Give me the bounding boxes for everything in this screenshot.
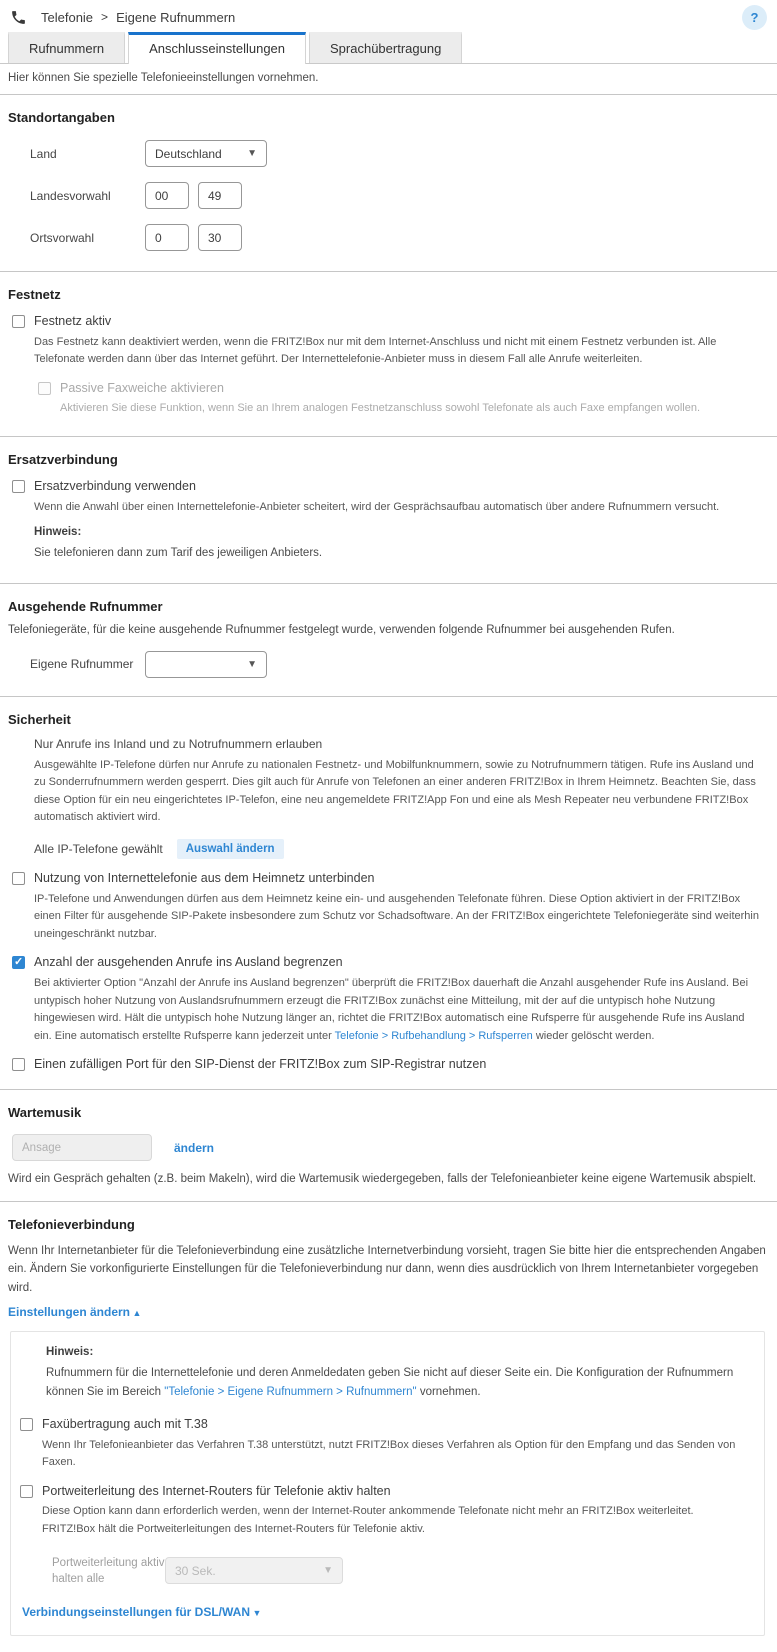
- passive-faxweiche-checkbox-row[interactable]: [38, 381, 767, 397]
- sip-port-label: Einen zufälligen Port für den SIP-Dienst der FRITZ!Box zum SIP-Registrar nutzen: [34, 1057, 487, 1072]
- dsl-wan-link[interactable]: Verbindungseinstellungen für DSL/WAN ▼: [22, 1605, 261, 1619]
- telefonieverbindung-description: Wenn Ihr Internetanbieter für die Telefonieverbindung eine zusätzliche Internetverbindung vorsieht, tragen Sie bitte hier die entsprechenden Angaben ein. Ändern Sie vorkonfigurierte Einstellungen für die Telefonieverbindung nur dann, wenn dies ausdrücklich von Ihrem Internetanbieter vorgegeben wird.: [8, 1245, 766, 1294]
- telefonie-hinweis-label: Hinweis:: [46, 1346, 94, 1359]
- tab-bar: [0, 32, 777, 64]
- phone-icon: [10, 9, 27, 26]
- section-telefonieverbindung: [0, 1202, 777, 1652]
- breadcrumb-separator: >: [101, 10, 109, 24]
- passive-faxweiche-description: Aktivieren Sie diese Funktion, wenn Sie an Ihrem analogen Festnetzanschluss sowohl Telefonate als auch Faxe empfangen wollen.: [60, 402, 701, 415]
- festnetz-aktiv-label: Festnetz aktiv: [34, 314, 112, 328]
- sip-port-checkbox-row[interactable]: [12, 1057, 767, 1073]
- rufnummern-bereich-link[interactable]: "Telefonie > Eigene Rufnummern > Rufnummern": [164, 1385, 417, 1398]
- section-title-telefonieverbindung: Telefonieverbindung: [8, 1217, 135, 1233]
- t38-label: Faxübertragung auch mit T.38: [42, 1417, 208, 1431]
- section-title-standortangaben: Standortangaben: [8, 110, 115, 125]
- interval-select: [165, 1557, 343, 1584]
- ausland-label: Anzahl der ausgehenden Anrufe ins Ausland begrenzen: [34, 955, 343, 970]
- land-row: [30, 140, 767, 167]
- ortsvorwahl-row: [30, 224, 767, 251]
- ip-telefone-selected-text: Alle IP-Telefone gewählt: [34, 842, 163, 857]
- checkbox-unchecked-icon[interactable]: [12, 1058, 25, 1071]
- wartemusik-row: [12, 1134, 767, 1161]
- checkbox-unchecked-icon[interactable]: [20, 1418, 33, 1431]
- portweiterleitung-description: Diese Option kann dann erforderlich werden, wenn der Internet-Router ankommende Telefonate nicht mehr an FRITZ!Box weiterleitet. FRITZ!Box hält die Portweiterleitungen des Internet-Routers für Telefonie aktiv.: [42, 1505, 694, 1536]
- eigene-rufnummer-label: Eigene Rufnummer: [30, 657, 134, 672]
- breadcrumb-eigene-rufnummern[interactable]: Eigene Rufnummern: [116, 9, 236, 25]
- caret-down-icon: ▼: [323, 1565, 333, 1577]
- tab-anschlusseinstellungen[interactable]: Anschlusseinstellungen: [128, 32, 306, 64]
- eigene-rufnummer-row: [30, 651, 767, 678]
- t38-description: Wenn Ihr Telefonieanbieter das Verfahren T.38 unterstützt, nutzt FRITZ!Box dieses Verfahren als Option für den Empfang und das Senden von Faxen.: [42, 1438, 736, 1469]
- ersatz-hinweis-text: Sie telefonieren dann zum Tarif des jeweiligen Anbieters.: [34, 547, 323, 560]
- ausland-description-text: Bei aktivierter Option "Anzahl der Anrufe ins Ausland begrenzen" überprüft die FRITZ!Box dauerhaft die Anzahl ausgehender Rufe ins Ausland. Bei untypisch hoher Nutzung von Auslandsrufnummern erzeugt die FRITZ!Box zunächst eine Mitteilung, mit der auf die untypisch hohe Nutzung hingewiesen wird. Hält die untypisch hohe Nutzung länger an, richtet die FRITZ!Box automatisch eine Rufsperre für ausgehende Rufe ins Ausland ein. Eine automatisch erstellte Rufsperre kann jederzeit unter: [34, 977, 749, 1042]
- heimnetz-checkbox-row[interactable]: [12, 871, 767, 887]
- ausland-checkbox-row[interactable]: [12, 955, 767, 971]
- page-header: [0, 0, 777, 30]
- land-label: Land: [30, 146, 57, 161]
- festnetz-aktiv-description: Das Festnetz kann deaktiviert werden, wenn die FRITZ!Box nur mit dem Internet-Anschluss und nicht mit einem Festnetz verbunden ist. Alle Telefonate werden dann über das Internet geführt. Der Internettelefonie-Anbieter muss in diesem Fall alle Anrufe weiterleiten.: [34, 335, 717, 366]
- checkbox-unchecked-icon[interactable]: [20, 1485, 33, 1498]
- section-title-festnetz: Festnetz: [8, 287, 61, 302]
- eigene-rufnummer-select[interactable]: [145, 651, 267, 678]
- section-ersatzverbindung: [0, 437, 777, 583]
- portweiterleitung-label: Portweiterleitung des Internet-Routers für Telefonie aktiv halten: [42, 1483, 391, 1498]
- portweiterleitung-checkbox-row[interactable]: [20, 1484, 754, 1500]
- checkbox-unchecked-icon[interactable]: [12, 480, 25, 493]
- wartemusik-aendern-link[interactable]: ändern: [174, 1140, 215, 1155]
- section-title-sicherheit: Sicherheit: [8, 711, 71, 727]
- section-title-wartemusik: Wartemusik: [8, 1105, 82, 1121]
- ansage-input: [12, 1134, 152, 1161]
- heimnetz-description: IP-Telefone und Anwendungen dürfen aus dem Heimnetz keine ein- und ausgehenden Telefonate führen. Diese Option aktiviert in der FRITZ!Box einen Filter für ausgehende SIP-Pakete insbesondere zum Schutz vor Schadsoftware. An der FRITZ!Box eingerichtete Telefoniegeräte sind weiterhin uneingeschränkt nutzbar.: [34, 892, 759, 940]
- passive-faxweiche-label: Passive Faxweiche aktivieren: [60, 380, 224, 395]
- inland-option-description: Ausgewählte IP-Telefone dürfen nur Anrufe zu nationalen Festnetz- und Mobilfunknummern, sowie zu Notrufnummern tätigen. Rufe ins Ausland und zu Sonderrufnummern werden gesperrt. Dies gilt auch für Anrufe von Telefonen an einer anderen FRITZ!Box in Ihrem Heimnetz. Beachten Sie, dass diese Option für ein neu eingerichtetes IP-Telefon, eine neu angemeldete FRITZ!App Fon und eine als Mesh Repeater neu verbundene FRITZ!Box automatisch aktiviert wird.: [34, 758, 756, 824]
- landesvorwahl-prefix-input[interactable]: [145, 182, 189, 209]
- checkbox-unchecked-icon[interactable]: [12, 315, 25, 328]
- landesvorwahl-row: [30, 182, 767, 209]
- tab-sprachuebertragung[interactable]: Sprachübertragung: [309, 32, 462, 63]
- festnetz-aktiv-checkbox-row[interactable]: [12, 314, 767, 330]
- section-wartemusik: [0, 1090, 777, 1201]
- checkbox-unchecked-icon[interactable]: [12, 872, 25, 885]
- tab-rufnummern[interactable]: Rufnummern: [8, 32, 125, 63]
- checkbox-checked-icon[interactable]: [12, 956, 25, 969]
- section-standortangaben: [0, 95, 777, 271]
- landesvorwahl-label: Landesvorwahl: [30, 188, 111, 203]
- section-sicherheit: [0, 697, 777, 1089]
- landesvorwahl-input[interactable]: [198, 182, 242, 209]
- rufsperren-link[interactable]: Telefonie > Rufbehandlung > Rufsperren: [334, 1029, 533, 1042]
- section-ausgehende-rufnummer: [0, 584, 777, 696]
- telefonie-hinweis-text: [46, 1364, 748, 1401]
- help-button[interactable]: ?: [742, 5, 767, 30]
- interval-select-value: 30 Sek.: [175, 1563, 216, 1578]
- ersatzverbindung-description: Wenn die Anwahl über einen Internettelefonie-Anbieter scheitert, wird der Gesprächsaufbau automatisch über andere Rufnummern versucht.: [34, 500, 720, 513]
- ortsvorwahl-label: Ortsvorwahl: [30, 230, 95, 245]
- ortsvorwahl-prefix-input[interactable]: [145, 224, 189, 251]
- section-festnetz: [0, 272, 777, 436]
- telefonie-hinweis-after: vornehmen.: [416, 1385, 481, 1398]
- einstellungen-aendern-link[interactable]: Einstellungen ändern ▲: [8, 1305, 141, 1319]
- ausland-description: [34, 975, 761, 1045]
- t38-checkbox-row[interactable]: [20, 1417, 754, 1433]
- telefonieverbindung-panel: [10, 1331, 765, 1636]
- section-title-ersatzverbindung: Ersatzverbindung: [8, 452, 118, 468]
- telefonie-hinweis-before: Rufnummern für die Internettelefonie und deren Anmeldedaten geben Sie nicht auf dieser Seite ein. Die Konfiguration der Rufnummern können Sie im Bereich: [46, 1367, 734, 1398]
- caret-down-icon: ▼: [247, 658, 257, 670]
- interval-row: [52, 1555, 754, 1587]
- ausgehende-rufnummer-description: Telefoniegeräte, für die keine ausgehende Rufnummer festgelegt wurde, verwenden folgende Rufnummer bei ausgehenden Rufen.: [8, 623, 675, 636]
- section-title-ausgehende-rufnummer: Ausgehende Rufnummer: [8, 598, 163, 614]
- inland-option-label: Nur Anrufe ins Inland und zu Notrufnummern erlauben: [34, 736, 323, 751]
- ortsvorwahl-input[interactable]: [198, 224, 242, 251]
- page-intro-text: Hier können Sie spezielle Telefonieeinstellungen vornehmen.: [8, 72, 319, 84]
- land-select-value: Deutschland: [155, 146, 222, 161]
- auswahl-aendern-link[interactable]: Auswahl ändern: [177, 839, 284, 859]
- wartemusik-description: Wird ein Gespräch gehalten (z.B. beim Makeln), wird die Wartemusik wiedergegeben, falls der Telefonieanbieter keine eigene Wartemusik abspielt.: [8, 1173, 757, 1186]
- ersatz-hinweis-label: Hinweis:: [34, 526, 82, 539]
- ersatzverbindung-checkbox-row[interactable]: [12, 479, 767, 495]
- ersatzverbindung-label: Ersatzverbindung verwenden: [34, 479, 196, 494]
- land-select[interactable]: [145, 140, 267, 167]
- checkbox-disabled-icon: [38, 382, 51, 395]
- breadcrumb-telefonie[interactable]: Telefonie: [41, 9, 94, 25]
- heimnetz-label: Nutzung von Internettelefonie aus dem Heimnetz unterbinden: [34, 871, 375, 886]
- caret-down-icon: ▼: [247, 148, 257, 159]
- ausland-description-tail: wieder gelöscht werden.: [532, 1029, 655, 1042]
- interval-label: Portweiterleitung aktiv halten alle: [52, 1556, 165, 1585]
- ip-telefone-chooser-row: [34, 839, 767, 859]
